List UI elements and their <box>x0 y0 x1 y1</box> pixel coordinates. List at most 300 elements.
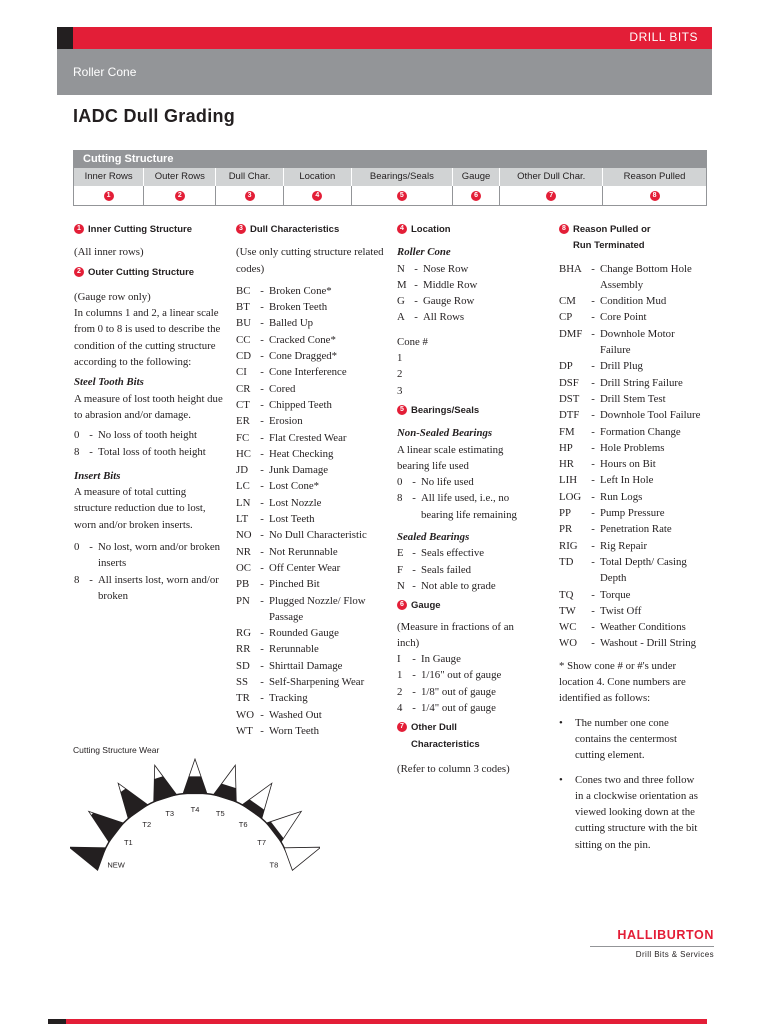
tooth-label: T6 <box>238 820 248 830</box>
bearings-heading: 5 Bearings/Seals <box>397 403 537 419</box>
item-code: SS <box>236 676 249 689</box>
list-item <box>559 293 704 309</box>
item-code: CR <box>236 382 251 395</box>
cone-note: * Show cone # or #'s under location 4. Cone numbers are identified as follows: <box>559 659 686 705</box>
item-dash: - <box>260 724 264 737</box>
item-code: LT <box>236 513 249 526</box>
list-item <box>236 332 386 348</box>
item-dash: - <box>89 445 93 458</box>
list-item <box>236 283 386 299</box>
item-desc: Run Logs <box>600 490 643 503</box>
item-desc: Pump Pressure <box>600 507 665 520</box>
list-item <box>236 511 386 527</box>
item-dash: - <box>591 539 595 552</box>
item-dash: - <box>260 545 264 558</box>
cutting-structure-table <box>73 150 707 206</box>
item-dash: - <box>260 431 264 444</box>
list-item <box>236 707 386 723</box>
item-desc: Lost Teeth <box>269 513 315 526</box>
item-desc: Condition Mud <box>600 295 667 308</box>
item-code: BC <box>236 284 251 297</box>
inner-cutting-text: (All inner rows) <box>74 246 144 259</box>
item-desc: Penetration Rate <box>600 523 672 536</box>
item-code: DTF <box>559 409 580 422</box>
item-desc: All inserts lost, worn and/or broken <box>98 573 219 602</box>
number-badge: 7 <box>546 191 556 201</box>
insert-bits-list <box>74 539 224 604</box>
item-desc: Gauge Row <box>423 295 475 308</box>
list-item <box>559 391 704 407</box>
location-list <box>397 261 537 326</box>
list-item <box>559 440 704 456</box>
item-code: NO <box>236 529 252 542</box>
bullet-item <box>559 715 704 764</box>
section-label: DRILL BITS <box>629 30 698 44</box>
table-column-number <box>144 186 216 205</box>
item-code: LC <box>236 480 250 493</box>
item-code: BU <box>236 317 251 330</box>
list-item <box>397 667 537 683</box>
item-desc: Left In Hole <box>600 474 654 487</box>
item-code: CM <box>559 295 576 308</box>
table-column-header: Outer Rows <box>144 168 216 186</box>
item-code: RG <box>236 627 251 640</box>
tooth-label: T2 <box>142 820 152 830</box>
item-code: I <box>397 653 401 666</box>
cone-number: 3 <box>397 384 403 397</box>
item-dash: - <box>89 541 93 554</box>
item-dash: - <box>591 262 595 275</box>
item-dash: - <box>591 458 595 471</box>
item-code: WC <box>559 621 577 634</box>
item-desc: 1/8" out of gauge <box>421 685 496 698</box>
item-desc: Worn Teeth <box>269 724 320 737</box>
list-item <box>236 723 386 739</box>
item-desc: 1/4" out of gauge <box>421 702 496 715</box>
item-dash: - <box>89 429 93 442</box>
item-code: WT <box>236 724 253 737</box>
steel-tooth-list <box>74 427 224 460</box>
roller-cone-heading: Roller Cone <box>397 246 451 259</box>
table-column-number <box>500 186 603 205</box>
item-desc: No loss of tooth height <box>98 429 197 442</box>
table-title: Cutting Structure <box>74 151 706 168</box>
insert-bits-heading: Insert Bits <box>74 469 121 482</box>
list-item <box>397 474 537 490</box>
item-code: TR <box>236 692 250 705</box>
list-item <box>397 261 537 277</box>
table-column-header: Other Dull Char. <box>500 168 603 186</box>
halliburton-logo <box>590 928 714 959</box>
item-desc: Total loss of tooth height <box>98 445 206 458</box>
gauge-list <box>397 651 537 716</box>
item-desc: Rig Repair <box>600 539 648 552</box>
item-code: SD <box>236 659 250 672</box>
item-desc: Seals failed <box>421 563 472 576</box>
tooth <box>70 847 106 870</box>
cone-number: 1 <box>397 352 403 365</box>
steel-tooth-heading: Steel Tooth Bits <box>74 376 144 389</box>
cone-number: 2 <box>397 368 403 381</box>
item-code: NR <box>236 545 251 558</box>
item-code: F <box>397 563 404 576</box>
number-badge: 4 <box>397 224 407 234</box>
number-badge: 8 <box>559 224 569 234</box>
list-item <box>397 562 537 578</box>
list-item <box>236 641 386 657</box>
item-dash: - <box>260 464 264 477</box>
item-code: HR <box>559 458 574 471</box>
item-desc: Cored <box>269 382 296 395</box>
list-item <box>236 348 386 364</box>
column-reason-pulled <box>559 222 704 861</box>
inner-cutting-heading: 1 Inner Cutting Structure <box>74 222 224 238</box>
tooth-remaining <box>70 847 106 870</box>
column-location <box>397 222 537 777</box>
list-item <box>559 587 704 603</box>
wear-diagram-title: Cutting Structure Wear <box>73 745 160 755</box>
item-code: 0 <box>74 429 80 442</box>
item-dash: - <box>260 382 264 395</box>
item-code: A <box>397 311 405 324</box>
tooth-remaining <box>154 776 177 802</box>
item-dash: - <box>260 398 264 411</box>
number-badge: 4 <box>312 191 322 201</box>
list-item <box>236 658 386 674</box>
outer-cutting-heading: 2 Outer Cutting Structure <box>74 265 224 281</box>
number-badge: 1 <box>104 191 114 201</box>
item-dash: - <box>412 685 416 698</box>
section-bar-accent <box>57 27 73 49</box>
item-desc: In Gauge <box>421 653 461 666</box>
item-desc: Formation Change <box>600 425 681 438</box>
number-badge: 5 <box>397 405 407 415</box>
item-code: LOG <box>559 490 582 503</box>
item-dash: - <box>414 295 418 308</box>
item-desc: Hole Problems <box>600 441 665 454</box>
item-desc: Downhole Motor Failure <box>600 327 675 357</box>
dull-char-heading: 3 Dull Characteristics <box>236 222 386 238</box>
item-desc: Rerunnable <box>269 643 319 656</box>
reason-pulled-list <box>559 261 704 652</box>
item-desc: Tracking <box>269 692 308 705</box>
item-dash: - <box>591 360 595 373</box>
item-code: CI <box>236 366 247 379</box>
item-dash: - <box>260 301 264 314</box>
number-badge: 6 <box>471 191 481 201</box>
item-desc: Erosion <box>269 415 303 428</box>
item-dash: - <box>412 579 416 592</box>
table-column-header: Dull Char. <box>216 168 283 186</box>
table-column-header: Inner Rows <box>74 168 144 186</box>
bullet-item <box>559 772 704 853</box>
logo-name: HALLIBURTON <box>617 928 714 942</box>
item-desc: Rounded Gauge <box>269 627 339 640</box>
item-dash: - <box>260 284 264 297</box>
bullet-dot: • <box>559 773 563 786</box>
item-code: 8 <box>74 573 80 586</box>
tooth-label: T7 <box>257 837 267 847</box>
item-desc: All Rows <box>423 311 465 324</box>
list-item <box>397 277 537 293</box>
bullet-text: The number one cone contains the centermost cutting element. <box>575 716 677 762</box>
item-dash: - <box>591 523 595 536</box>
item-desc: Heat Checking <box>269 447 334 460</box>
number-badge: 3 <box>245 191 255 201</box>
gauge-heading: 6 Gauge <box>397 598 537 614</box>
list-item <box>74 444 224 460</box>
list-item <box>559 619 704 635</box>
cutting-structure-wear-diagram <box>70 758 320 898</box>
item-code: CP <box>559 311 573 324</box>
nonsealed-heading: Non-Sealed Bearings <box>397 427 493 440</box>
item-dash: - <box>260 692 264 705</box>
tooth <box>118 783 148 818</box>
item-dash: - <box>591 376 595 389</box>
item-code: 0 <box>397 476 403 489</box>
list-item <box>236 413 386 429</box>
tooth-label: T8 <box>269 860 279 870</box>
item-dash: - <box>591 392 595 405</box>
item-code: FC <box>236 431 250 444</box>
item-dash: - <box>591 555 595 568</box>
item-code: TQ <box>559 588 574 601</box>
item-dash: - <box>260 578 264 591</box>
item-dash: - <box>591 507 595 520</box>
list-item <box>559 554 704 587</box>
list-item <box>397 684 537 700</box>
cone-bullet-list <box>559 715 704 853</box>
item-dash: - <box>260 317 264 330</box>
item-dash: - <box>591 588 595 601</box>
item-desc: Cracked Cone* <box>269 333 336 346</box>
item-desc: Junk Damage <box>269 464 329 477</box>
item-desc: 1/16" out of gauge <box>421 669 502 682</box>
item-dash: - <box>591 295 595 308</box>
number-badge: 1 <box>74 224 84 234</box>
list-item <box>236 397 386 413</box>
tooth <box>183 759 207 794</box>
insert-bits-text: A measure of total cutting structure reduction due to lost, worn and/or broken inserts. <box>74 486 206 531</box>
list-item <box>236 364 386 380</box>
table-column-number <box>216 186 283 205</box>
number-badge: 2 <box>175 191 185 201</box>
list-item <box>559 375 704 391</box>
list-item <box>559 635 704 651</box>
outer-cutting-text-1: (Gauge row only) <box>74 290 151 303</box>
table-column-number <box>74 186 144 205</box>
item-desc: Change Bottom Hole Assembly <box>600 262 692 291</box>
bullet-dot: • <box>559 716 563 729</box>
item-code: PP <box>559 507 572 520</box>
item-desc: No lost, worn and/or broken inserts <box>98 541 221 570</box>
tooth-label: T4 <box>190 805 200 814</box>
steel-tooth-text: A measure of lost tooth height due to abrasion and/or damage. <box>74 392 223 421</box>
item-dash: - <box>260 350 264 363</box>
item-code: DSF <box>559 376 579 389</box>
item-code: HP <box>559 441 573 454</box>
item-code: ER <box>236 415 250 428</box>
item-dash: - <box>260 480 264 493</box>
item-desc: Off Center Wear <box>269 561 341 574</box>
list-item <box>559 472 704 488</box>
footer-bar <box>48 1019 707 1024</box>
item-dash: - <box>591 311 595 324</box>
table-column-header: Gauge <box>453 168 500 186</box>
sealed-heading: Sealed Bearings <box>397 531 470 544</box>
list-item <box>559 538 704 554</box>
list-item <box>559 326 704 359</box>
item-code: LN <box>236 496 251 509</box>
item-code: WO <box>236 708 254 721</box>
item-desc: Cone Dragged* <box>269 350 338 363</box>
nonsealed-list <box>397 474 537 523</box>
number-badge: 3 <box>236 224 246 234</box>
item-desc: All life used, i.e., no bearing life remaining <box>421 492 517 521</box>
item-dash: - <box>591 637 595 650</box>
footer-bar-accent <box>48 1019 66 1024</box>
tooth-outline <box>284 847 320 870</box>
table-column-numbers <box>74 186 706 205</box>
item-desc: Middle Row <box>423 278 478 291</box>
item-desc: Nose Row <box>423 262 469 275</box>
item-code: RIG <box>559 539 578 552</box>
item-dash: - <box>591 441 595 454</box>
tooth <box>89 811 124 842</box>
list-item <box>236 430 386 446</box>
item-code: WO <box>559 637 577 650</box>
item-desc: Total Depth/ Casing Depth <box>600 555 687 585</box>
item-desc: Lost Nozzle <box>269 496 322 509</box>
item-dash: - <box>591 604 595 617</box>
list-item <box>397 545 537 561</box>
item-dash: - <box>260 708 264 721</box>
item-code: CC <box>236 333 251 346</box>
tooth-remaining <box>121 789 148 819</box>
item-desc: Self-Sharpening Wear <box>269 676 365 689</box>
item-dash: - <box>260 659 264 672</box>
item-desc: Washed Out <box>269 708 322 721</box>
item-dash: - <box>591 621 595 634</box>
item-code: DMF <box>559 327 583 340</box>
list-item <box>397 293 537 309</box>
item-desc: Chipped Teeth <box>269 398 332 411</box>
list-item <box>74 427 224 443</box>
number-badge: 6 <box>397 600 407 610</box>
page-title: IADC Dull Grading <box>73 106 236 126</box>
tooth-remaining <box>183 776 207 793</box>
tooth-label: NEW <box>107 860 125 870</box>
item-dash: - <box>260 496 264 509</box>
table-column-header: Reason Pulled <box>623 171 686 182</box>
list-item <box>559 261 704 294</box>
item-desc: Core Point <box>600 311 647 324</box>
column-cutting-structure <box>74 222 224 604</box>
item-code: 8 <box>74 445 80 458</box>
table-column-header: Location <box>284 168 352 186</box>
table-column-number <box>453 186 500 205</box>
list-item <box>236 576 386 592</box>
logo-subtitle: Drill Bits & Services <box>635 950 714 959</box>
list-item <box>236 381 386 397</box>
list-item <box>559 407 704 423</box>
item-dash: - <box>260 643 264 656</box>
item-code: BT <box>236 301 250 314</box>
list-item <box>236 593 386 626</box>
item-dash: - <box>260 415 264 428</box>
item-dash: - <box>260 333 264 346</box>
list-item <box>397 309 537 325</box>
item-code: E <box>397 547 404 560</box>
item-desc: Torque <box>600 588 631 601</box>
item-code: G <box>397 295 405 308</box>
item-code: FM <box>559 425 575 438</box>
cone-label: Cone # <box>397 335 428 348</box>
list-item <box>236 462 386 478</box>
item-dash: - <box>412 653 416 666</box>
tooth-label: T1 <box>123 837 133 847</box>
item-dash: - <box>260 561 264 574</box>
table-column-number <box>284 186 352 205</box>
list-item <box>236 527 386 543</box>
gauge-text: (Measure in fractions of an inch) <box>397 620 514 649</box>
item-desc: Drill String Failure <box>600 376 683 389</box>
other-dull-text: (Refer to column 3 codes) <box>397 762 510 775</box>
list-item <box>559 358 704 374</box>
number-badge: 7 <box>397 722 407 732</box>
item-desc: Broken Cone* <box>269 284 332 297</box>
item-code: TW <box>559 604 576 617</box>
item-dash: - <box>591 425 595 438</box>
list-item <box>397 700 537 716</box>
reason-pulled-heading: 8 Reason Pulled or Run Terminated <box>559 222 704 255</box>
list-item <box>559 505 704 521</box>
list-item <box>397 651 537 667</box>
location-heading: 4 Location <box>397 222 537 238</box>
list-item <box>236 315 386 331</box>
item-dash: - <box>412 702 416 715</box>
list-item <box>559 456 704 472</box>
item-code: RR <box>236 643 251 656</box>
item-code: 1 <box>397 669 403 682</box>
cone-list <box>397 350 537 399</box>
subsection-bar <box>57 49 712 95</box>
item-desc: Cone Interference <box>269 366 347 379</box>
list-item <box>397 578 537 594</box>
item-code: PB <box>236 578 250 591</box>
item-desc: No life used <box>421 476 474 489</box>
item-desc: Not Rerunnable <box>269 545 338 558</box>
tooth-label: T5 <box>215 808 225 818</box>
item-desc: Pinched Bit <box>269 578 320 591</box>
column-dull-characteristics <box>236 222 386 739</box>
nonsealed-text: A linear scale estimating bearing life used <box>397 443 504 472</box>
item-dash: - <box>412 476 416 489</box>
item-dash: - <box>412 492 416 505</box>
item-desc: Hours on Bit <box>600 458 656 471</box>
item-desc: Flat Crested Wear <box>269 431 347 444</box>
item-code: N <box>397 262 405 275</box>
tooth <box>242 783 272 818</box>
item-code: DST <box>559 392 580 405</box>
item-dash: - <box>412 547 416 560</box>
list-item <box>236 625 386 641</box>
item-desc: Twist Off <box>600 604 642 617</box>
item-dash: - <box>260 529 264 542</box>
item-desc: Downhole Tool Failure <box>600 409 701 422</box>
list-item <box>236 495 386 511</box>
table-column-header: Bearings/Seals <box>352 168 453 186</box>
